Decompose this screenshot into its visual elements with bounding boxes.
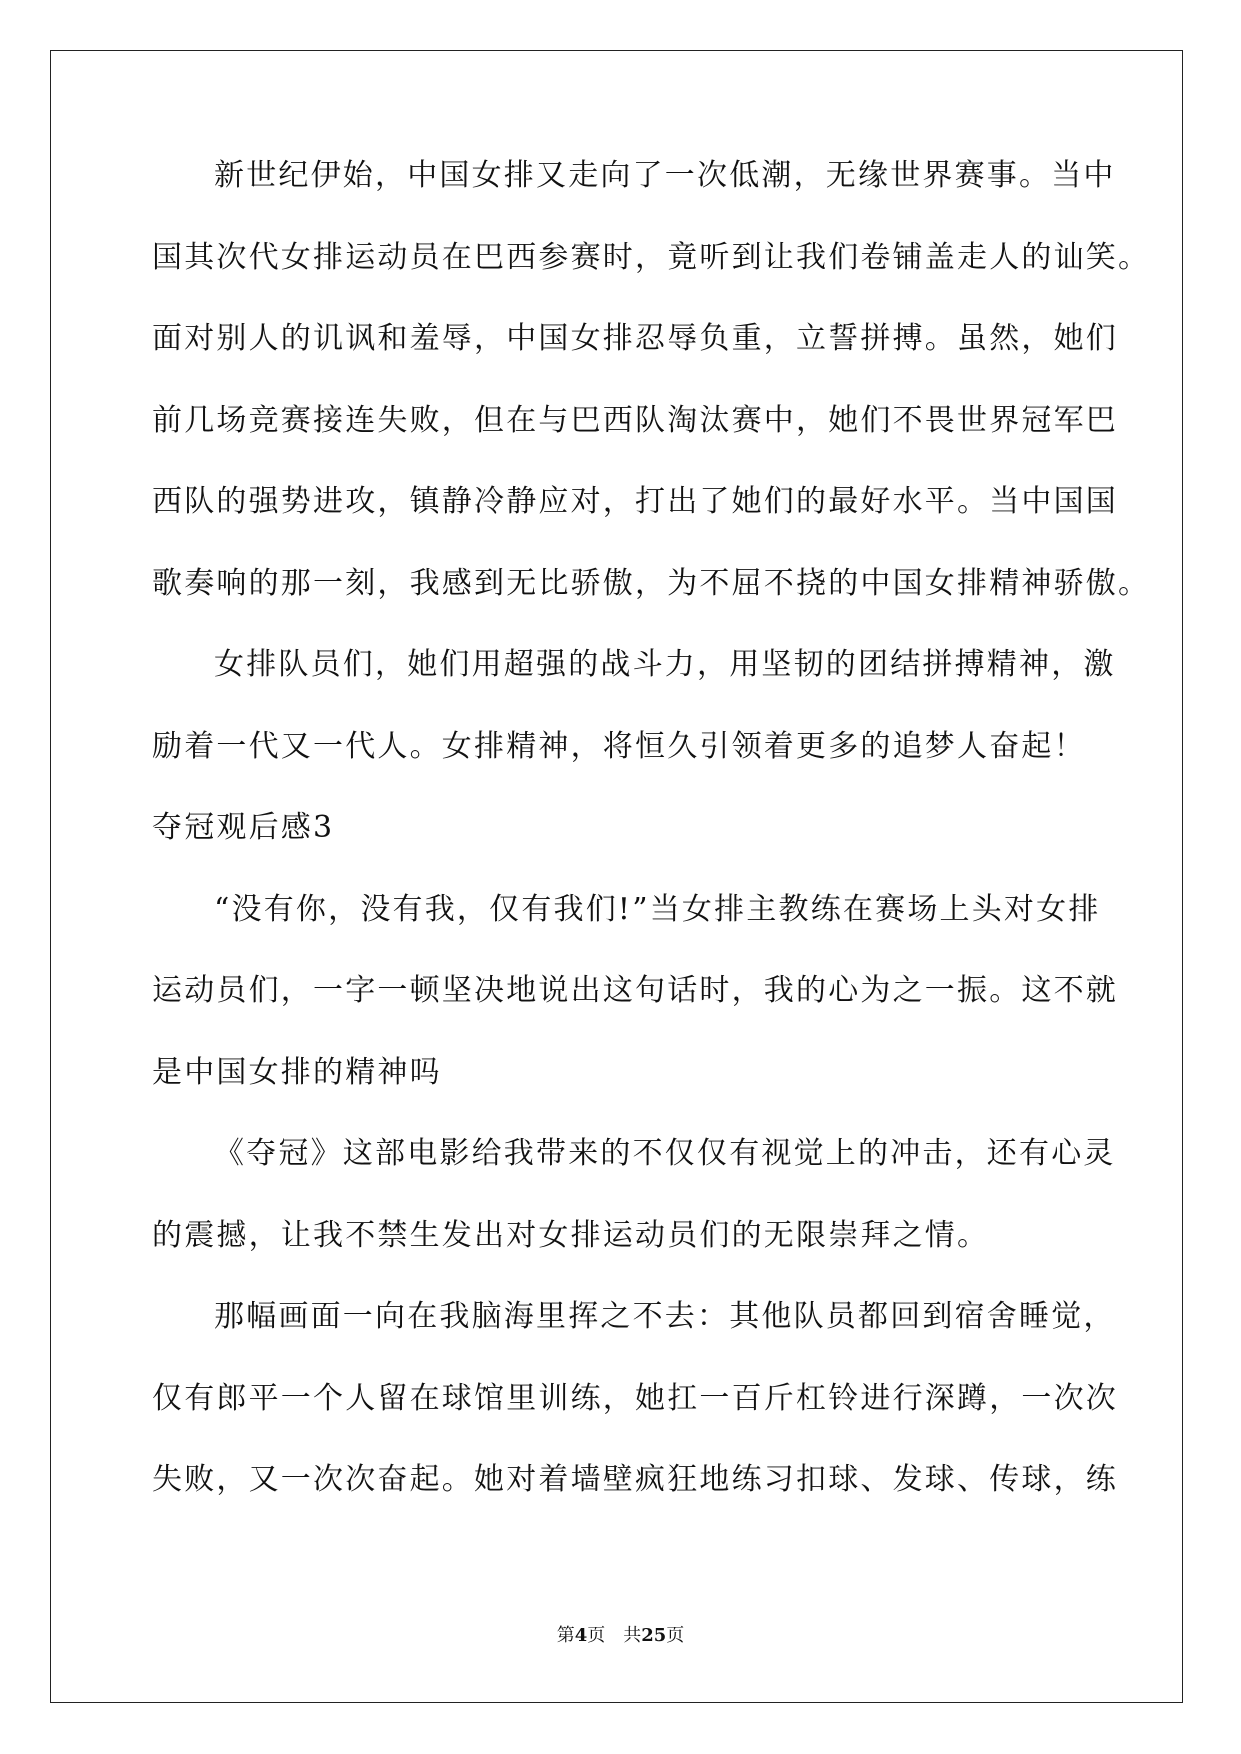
total-suffix: 页: [666, 1625, 685, 1646]
text-line: 面对别人的讥讽和羞辱，中国女排忍辱负重，立誓拼搏。虽然，她们: [152, 321, 1118, 356]
total-pages: 25: [641, 1625, 667, 1646]
text-line: “没有你，没有我，仅有我们!”当女排主教练在赛场上头对女排: [214, 891, 1101, 927]
text-line: 西队的强势进攻，镇静冷静应对，打出了她们的最好水平。当中国国: [152, 484, 1118, 519]
text-line: 失败，又一次次奋起。她对着墙壁疯狂地练习扣球、发球、传球，练: [152, 1462, 1118, 1497]
page-number: 4: [574, 1625, 588, 1646]
text-line: 运动员们，一字一顿坚决地说出这句话时，我的心为之一振。这不就: [152, 973, 1118, 1008]
text-line: 励着一代又一代人。女排精神，将恒久引领着更多的追梦人奋起！: [152, 728, 1086, 764]
text-line: 的震撼，让我不禁生发出对女排运动员们的无限崇拜之情。: [152, 1217, 990, 1253]
text-line: 国其次代女排运动员在巴西参赛时，竟听到让我们卷铺盖走人的讪笑。: [152, 239, 1151, 275]
page-footer: [0, 1621, 1241, 1647]
text-line: 新世纪伊始，中国女排又走向了一次低潮，无缘世界赛事。当中: [214, 158, 1116, 193]
text-line: 《夺冠》这部电影给我带来的不仅仅有视觉上的冲击，还有心灵: [214, 1136, 1116, 1171]
section-heading: 夺冠观后感3: [152, 810, 335, 845]
page-prefix: 第: [556, 1625, 575, 1646]
text-line: 歌奏响的那一刻，我感到无比骄傲，为不屈不挠的中国女排精神骄傲。: [152, 565, 1151, 601]
text-line: 那幅画面一向在我脑海里挥之不去：其他队员都回到宿舍睡觉，: [214, 1299, 1116, 1334]
text-line: 女排队员们，她们用超强的战斗力，用坚韧的团结拼搏精神，激: [214, 647, 1116, 682]
text-line: 仅有郎平一个人留在球馆里训练，她扛一百斤杠铃进行深蹲，一次次: [152, 1380, 1118, 1416]
document-body: [152, 158, 1151, 1544]
page-suffix: 页: [587, 1625, 606, 1646]
total-prefix: 共: [623, 1625, 642, 1646]
text-line: 前几场竞赛接连失败，但在与巴西队淘汰赛中，她们不畏世界冠军巴: [152, 402, 1118, 438]
text-line: 是中国女排的精神吗: [152, 1054, 442, 1090]
